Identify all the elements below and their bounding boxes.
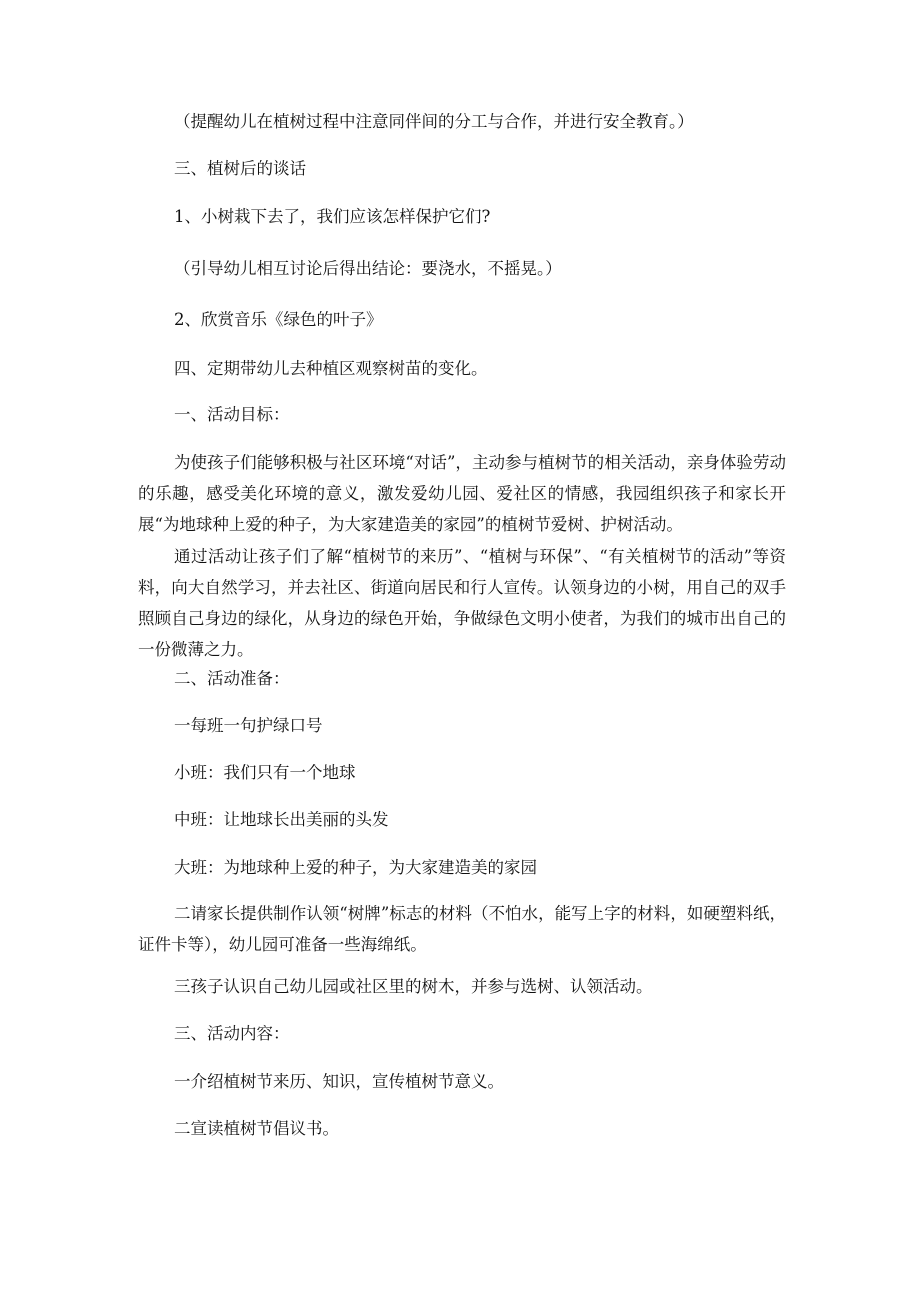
question-1: 1、小树栽下去了，我们应该怎样保护它们? bbox=[174, 207, 491, 226]
guidance-note: （引导幼儿相互讨论后得出结论：要浇水，不摇晃。） bbox=[174, 259, 562, 278]
preparation-heading: 二、活动准备： bbox=[174, 669, 290, 688]
parents-materials: 二请家长提供制作认领“树牌”标志的材料（不怕水，能写上字的材料，如硬塑料纸，证件卡等），幼儿园可准备一些海绵纸。 bbox=[138, 904, 786, 954]
item-2-music: 2、欣赏音乐《绿色的叶子》 bbox=[174, 310, 383, 329]
children-recognize: 三孩子认识自己幼儿园或社区里的树木，并参与选树、认领活动。 bbox=[174, 977, 653, 996]
goals-paragraph-1: 为使孩子们能够积极与社区环境“对话”，主动参与植树节的相关活动，亲身体验劳动的乐趣，感受美化环境的意义，激发爱幼儿园、爱社区的情感，我园组织孩子和家长开展“为地球种上爱的种子，为大家建造美的家园”的植树节爱树、护树活动。 bbox=[138, 453, 786, 534]
class-small-slogan: 小班：我们只有一个地球 bbox=[174, 763, 356, 782]
reminder-note: （提醒幼儿在植树过程中注意同伴间的分工与合作，并进行安全教育。） bbox=[174, 112, 694, 131]
content-heading: 三、活动内容： bbox=[174, 1024, 290, 1043]
content-item-2: 二宣读植树节倡议书。 bbox=[174, 1119, 339, 1138]
class-large-slogan: 大班：为地球种上爱的种子，为大家建造美的家园 bbox=[174, 858, 537, 877]
content-item-1: 一介绍植树节来历、知识，宣传植树节意义。 bbox=[174, 1072, 504, 1091]
activity-goals-heading: 一、活动目标： bbox=[174, 405, 290, 424]
slogan-intro: 一每班一句护绿口号 bbox=[174, 716, 323, 735]
section-observe: 四、定期带幼儿去种植区观察树苗的变化。 bbox=[174, 359, 488, 378]
section-after-planting-heading: 三、植树后的谈话 bbox=[174, 159, 306, 178]
class-middle-slogan: 中班：让地球长出美丽的头发 bbox=[174, 810, 389, 829]
goals-paragraph-2: 通过活动让孩子们了解“植树节的来历”、“植树与环保”、“有关植树节的活动”等资料，向大自然学习，并去社区、街道向居民和行人宣传。认领身边的小树，用自己的双手照顾自己身边的绿化，从身边的绿色开始，争做绿色文明小使者，为我们的城市出自己的一份微薄之力。 bbox=[138, 547, 786, 659]
